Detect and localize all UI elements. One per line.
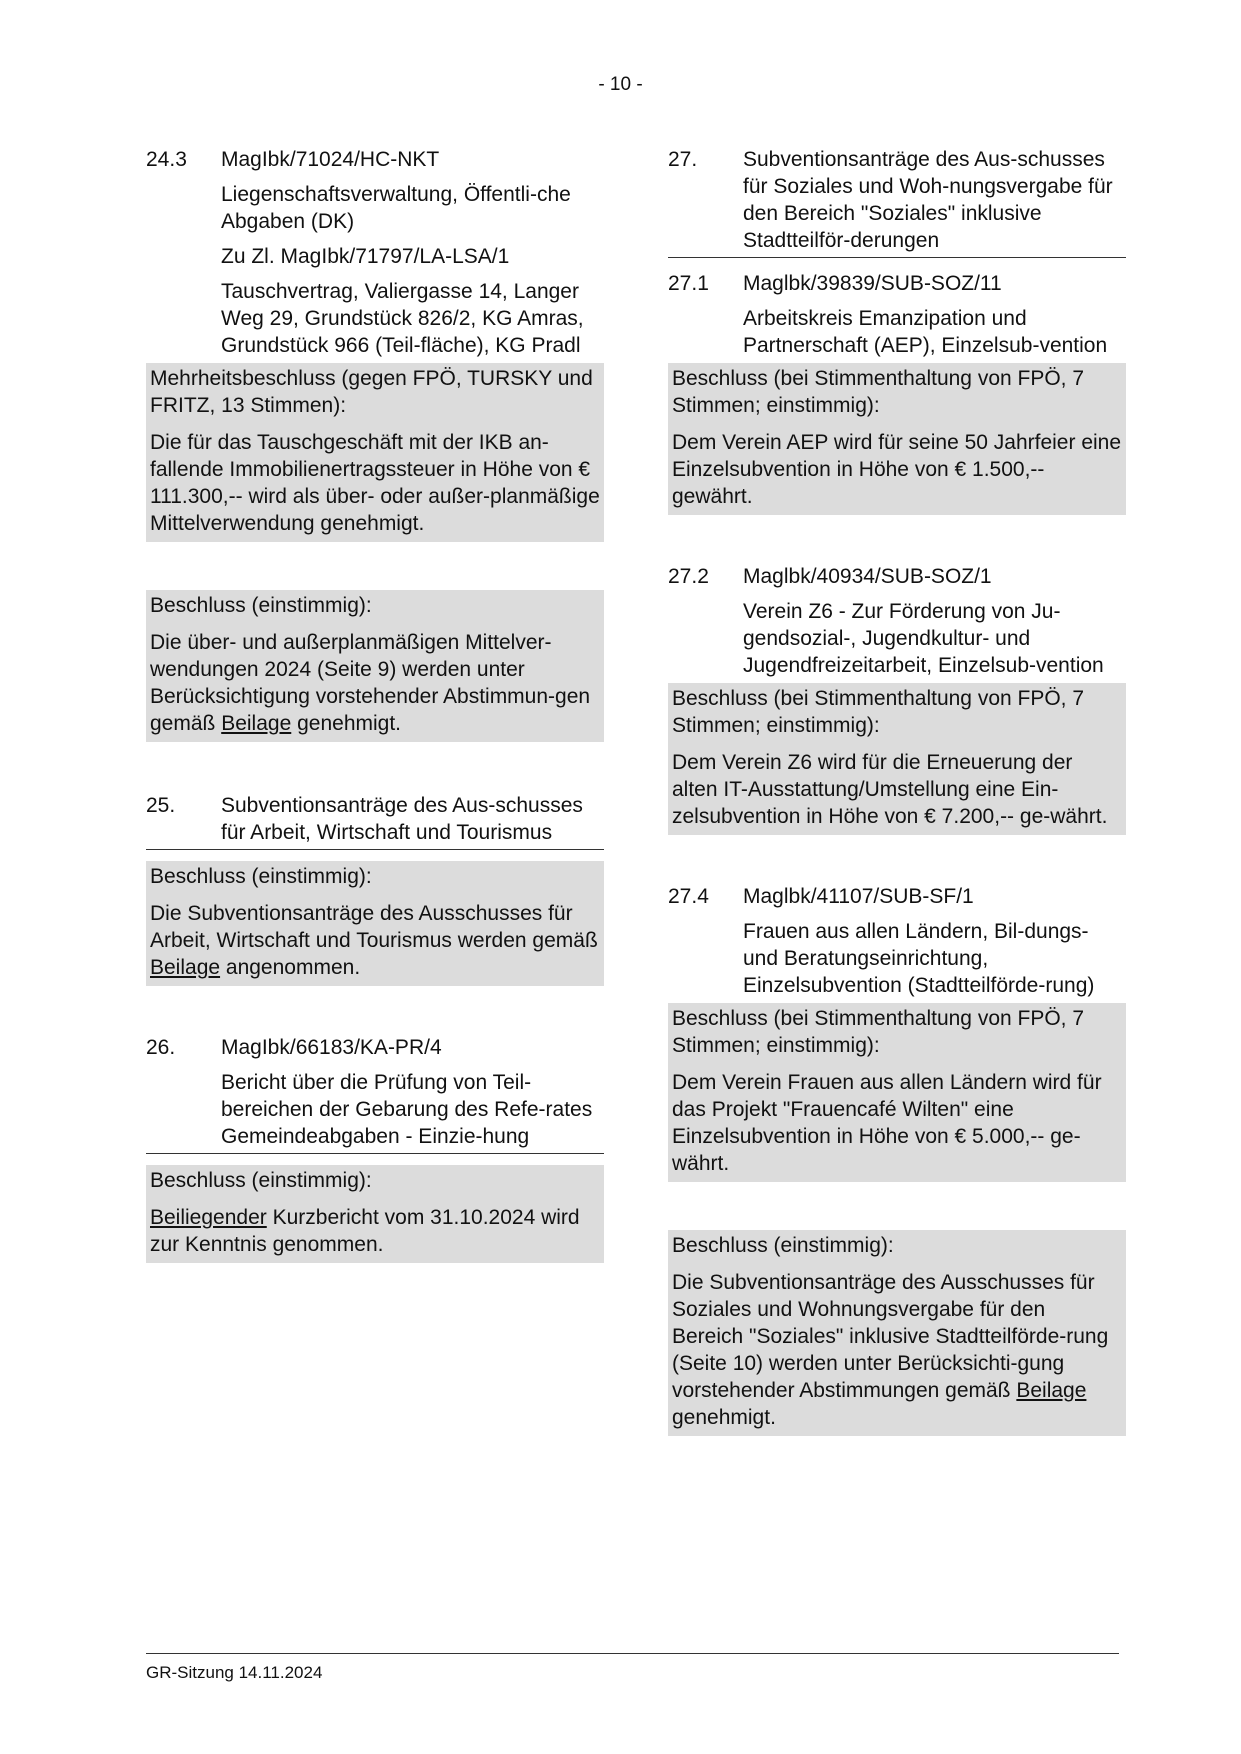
- section-25: [146, 792, 604, 986]
- decision-heading: Beschluss (bei Stimmenthaltung von FPÖ, 7 Stimmen; einstimmig):: [672, 1007, 1085, 1057]
- item-number: 27.1: [668, 272, 709, 295]
- decision-heading: Mehrheitsbeschluss (gegen FPÖ, TURSKY und FRITZ, 13 Stimmen):: [150, 367, 593, 417]
- attachment-link[interactable]: Beilage: [150, 956, 221, 979]
- reference-number: Maglbk/41107/SUB-SF/1: [743, 885, 974, 908]
- attachment-link[interactable]: Beilage: [221, 712, 292, 735]
- section-27-header: [668, 146, 1126, 258]
- subject: Bericht über die Prüfung von Teil-bereichen der Gebarung des Refe-rates Gemeindeabgaben - Einzie-hung: [221, 1071, 593, 1148]
- left-column: [146, 146, 604, 1263]
- decision-text: Die für das Tauschgeschäft mit der IKB an-fallende Immobilienertragssteuer in Höhe von € 111.300,-- wird als über- oder außer-planmäßige Mittelverwendung genehmigt.: [150, 431, 600, 535]
- decision-heading: Beschluss (einstimmig):: [150, 865, 372, 888]
- item-26-header: [146, 1034, 604, 1061]
- overall-decision-box: [146, 590, 604, 742]
- decision-text: Dem Verein AEP wird für seine 50 Jahrfeier eine Einzelsubvention in Höhe von € 1.500,-- gewährt.: [672, 431, 1122, 508]
- related-reference: Zu Zl. MagIbk/71797/LA-LSA/1: [221, 245, 510, 268]
- decision-text: Die über- und außerplanmäßigen Mittelver-wendungen 2024 (Seite 9) werden unter Berücksichtigung vorstehender Abstimmun-gen gemäß Beilage genehmigt.: [150, 631, 591, 735]
- page-number: - 10 -: [598, 74, 643, 95]
- item-number: 27.2: [668, 565, 709, 588]
- footer-divider: [146, 1653, 1119, 1654]
- decision-text: Dem Verein Z6 wird für die Erneuerung der alten IT-Ausstattung/Umstellung eine Ein-zelsubvention in Höhe von € 7.200,-- ge-währt.: [672, 751, 1108, 828]
- section-26: [146, 1034, 604, 1263]
- reference-number: MagIbk/71024/HC-NKT: [221, 148, 440, 171]
- item-25-header: [146, 792, 604, 850]
- footer-text: GR-Sitzung 14.11.2024: [146, 1663, 323, 1682]
- item-number: 25.: [146, 794, 176, 817]
- section-27-2: [668, 563, 1126, 835]
- decision-box: [668, 683, 1126, 835]
- decision-heading: Beschluss (bei Stimmenthaltung von FPÖ, 7 Stimmen; einstimmig):: [672, 367, 1085, 417]
- decision-heading: Beschluss (einstimmig):: [150, 594, 372, 617]
- attachment-link[interactable]: Beiliegender: [150, 1206, 267, 1229]
- overall-decision-box: [668, 1230, 1126, 1436]
- decision-text: Beiliegender Kurzbericht vom 31.10.2024 wird zur Kenntnis genommen.: [150, 1206, 580, 1256]
- decision-heading: Beschluss (einstimmig):: [150, 1169, 372, 1192]
- subject: Arbeitskreis Emanzipation und Partnerschaft (AEP), Einzelsub-vention: [743, 307, 1108, 357]
- section-title: Subventionsanträge des Aus-schusses für Soziales und Woh-nungsvergabe für den Bereich "Soziales" inklusive Stadtteilför-derungen: [743, 148, 1113, 252]
- section-title: Subventionsanträge des Aus-schusses für Arbeit, Wirtschaft und Tourismus: [221, 794, 583, 844]
- reference-number: MagIbk/66183/KA-PR/4: [221, 1036, 442, 1059]
- decision-text: Die Subventionsanträge des Ausschusses für Arbeit, Wirtschaft und Tourismus werden gemäß Beilage angenommen.: [150, 902, 598, 979]
- item-24-3-header: [146, 146, 604, 173]
- reference-number: Maglbk/39839/SUB-SOZ/11: [743, 272, 1002, 295]
- subject: Frauen aus allen Ländern, Bil-dungs- und Beratungseinrichtung, Einzelsubvention (Stadtteilförde-rung): [743, 920, 1095, 997]
- section-27-1: [668, 270, 1126, 515]
- item-number: 27.: [668, 148, 698, 171]
- decision-text: Die Subventionsanträge des Ausschusses für Soziales und Wohnungsvergabe für den Bereich "Soziales" inklusive Stadtteilförde-rung (Seite 10) werden unter Berücksichti-gung vorstehender Abstimmungen gemäß Beilage genehmigt.: [672, 1271, 1109, 1429]
- section-27-4: [668, 883, 1126, 1182]
- decision-box: [146, 363, 604, 542]
- subject: Verein Z6 - Zur Förderung von Ju-gendsozial-, Jugendkultur- und Jugendfreizeitarbeit, Einzelsub-vention: [743, 600, 1104, 677]
- decision-text: Dem Verein Frauen aus allen Ländern wird für das Projekt "Frauencafé Wilten" eine Einzelsubvention in Höhe von € 5.000,-- ge-währt.: [672, 1071, 1102, 1175]
- attachment-link[interactable]: Beilage: [1016, 1379, 1087, 1402]
- subject: Tauschvertrag, Valiergasse 14, Langer Weg 29, Grundstück 826/2, KG Amras, Grundstück 966 (Teil-fläche), KG Pradl: [221, 280, 584, 357]
- section-24-3: [146, 146, 604, 542]
- reference-number: Maglbk/40934/SUB-SOZ/1: [743, 565, 992, 588]
- department: Liegenschaftsverwaltung, Öffentli-che Abgaben (DK): [221, 183, 571, 233]
- right-column: [668, 146, 1126, 1436]
- item-number: 26.: [146, 1036, 176, 1059]
- decision-box: [668, 363, 1126, 515]
- decision-box: [146, 861, 604, 986]
- decision-heading: Beschluss (einstimmig):: [672, 1234, 894, 1257]
- decision-box: [146, 1165, 604, 1263]
- item-number: 27.4: [668, 885, 709, 908]
- decision-box: [668, 1003, 1126, 1182]
- item-number: 24.3: [146, 148, 187, 171]
- decision-heading: Beschluss (bei Stimmenthaltung von FPÖ, 7 Stimmen; einstimmig):: [672, 687, 1085, 737]
